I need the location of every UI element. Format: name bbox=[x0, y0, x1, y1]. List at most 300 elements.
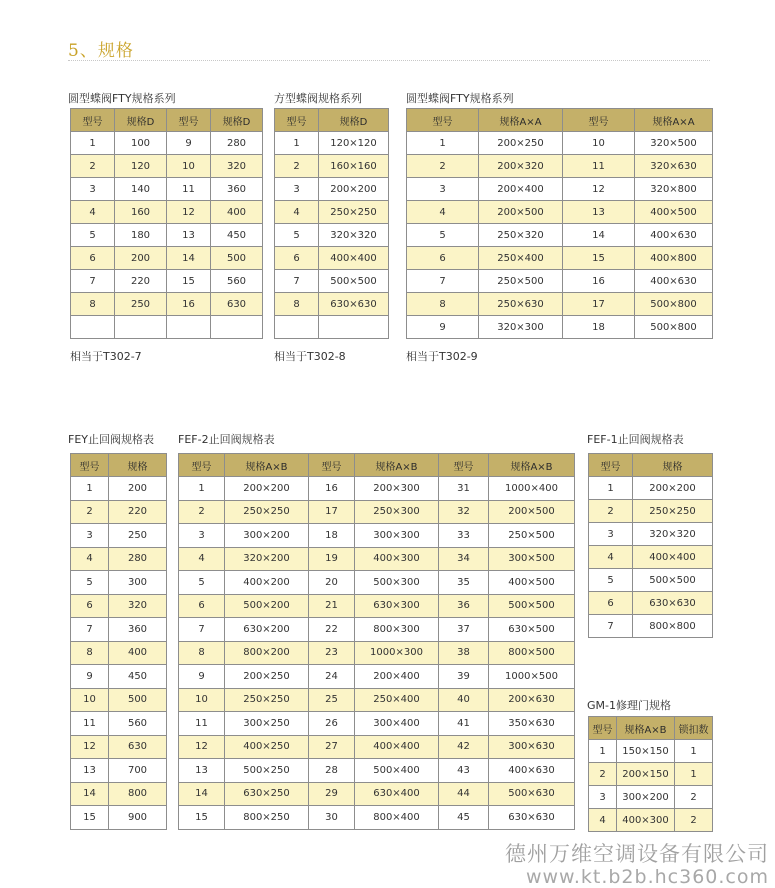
table-cell: 200 bbox=[115, 247, 167, 270]
table-cell: 6 bbox=[275, 247, 319, 270]
column-header: 规格D bbox=[211, 109, 263, 132]
table-cell: 18 bbox=[309, 524, 355, 548]
column-header: 规格A×A bbox=[479, 109, 563, 132]
table-cell: 31 bbox=[439, 477, 489, 501]
table-gm1-repair-door bbox=[588, 716, 713, 832]
table3-note: 相当于T302-9 bbox=[406, 350, 478, 363]
table-cell: 400×500 bbox=[635, 201, 713, 224]
column-header: 规格 bbox=[109, 454, 167, 477]
column-header: 规格A×A bbox=[635, 109, 713, 132]
table-row bbox=[179, 641, 575, 665]
table-cell: 320×320 bbox=[633, 523, 713, 546]
table-cell: 9 bbox=[179, 665, 225, 689]
section-title: 5、规格 bbox=[68, 41, 134, 61]
table-row bbox=[407, 247, 713, 270]
table-row bbox=[71, 316, 263, 339]
table-row bbox=[71, 712, 167, 736]
table-cell: 630×250 bbox=[225, 782, 309, 806]
table-row bbox=[589, 569, 713, 592]
table-cell: 400×500 bbox=[489, 571, 575, 595]
table-cell: 15 bbox=[167, 270, 211, 293]
table-cell: 15 bbox=[179, 806, 225, 830]
table-cell: 22 bbox=[309, 618, 355, 642]
table-row bbox=[275, 293, 389, 316]
table-cell: 4 bbox=[589, 546, 633, 569]
table-cell: 33 bbox=[439, 524, 489, 548]
table-cell: 16 bbox=[563, 270, 635, 293]
table-cell: 5 bbox=[275, 224, 319, 247]
table-cell: 300×200 bbox=[617, 786, 675, 809]
watermark-url: www.kt.b2b.hc360.com bbox=[525, 866, 769, 888]
table-cell: 4 bbox=[275, 201, 319, 224]
table-cell: 250×630 bbox=[479, 293, 563, 316]
table-cell: 300×300 bbox=[355, 524, 439, 548]
table-cell: 36 bbox=[439, 594, 489, 618]
table-row bbox=[275, 247, 389, 270]
table-cell: 39 bbox=[439, 665, 489, 689]
table-cell: 700 bbox=[109, 759, 167, 783]
table-row bbox=[407, 155, 713, 178]
table-row bbox=[589, 763, 713, 786]
table-cell: 350×630 bbox=[489, 712, 575, 736]
table-cell: 200×630 bbox=[489, 688, 575, 712]
table-row bbox=[589, 615, 713, 638]
table-cell: 5 bbox=[179, 571, 225, 595]
column-header: 型号 bbox=[275, 109, 319, 132]
table-cell: 400×630 bbox=[635, 224, 713, 247]
table-cell: 27 bbox=[309, 735, 355, 759]
table-cell: 250 bbox=[109, 524, 167, 548]
column-header: 规格D bbox=[319, 109, 389, 132]
table-cell: 200×200 bbox=[319, 178, 389, 201]
table-cell: 45 bbox=[439, 806, 489, 830]
table-cell: 7 bbox=[179, 618, 225, 642]
table-cell: 400×400 bbox=[319, 247, 389, 270]
column-header: 型号 bbox=[71, 454, 109, 477]
table-cell: 2 bbox=[589, 763, 617, 786]
table-row bbox=[589, 786, 713, 809]
table-row bbox=[179, 594, 575, 618]
table-cell: 37 bbox=[439, 618, 489, 642]
table1-caption: 圆型蝶阀FTY规格系列 bbox=[68, 92, 176, 105]
table-cell: 200×400 bbox=[479, 178, 563, 201]
table-fey-check-valve bbox=[70, 453, 167, 830]
table-square-butterfly-valve bbox=[274, 108, 389, 339]
table-cell: 8 bbox=[407, 293, 479, 316]
table-row bbox=[589, 523, 713, 546]
table-cell: 400×250 bbox=[225, 735, 309, 759]
table-cell: 400×630 bbox=[635, 270, 713, 293]
table-cell: 250×400 bbox=[479, 247, 563, 270]
table-row bbox=[71, 224, 263, 247]
table-cell: 21 bbox=[309, 594, 355, 618]
table-cell: 320×300 bbox=[479, 316, 563, 339]
table-cell: 200×250 bbox=[225, 665, 309, 689]
table-row bbox=[407, 293, 713, 316]
table-cell: 1 bbox=[71, 132, 115, 155]
table-cell: 5 bbox=[589, 569, 633, 592]
table-cell: 630 bbox=[109, 735, 167, 759]
table-cell: 320×800 bbox=[635, 178, 713, 201]
table-cell: 13 bbox=[71, 759, 109, 783]
table-row bbox=[179, 759, 575, 783]
table-cell: 40 bbox=[439, 688, 489, 712]
table-cell: 11 bbox=[167, 178, 211, 201]
table-cell: 320×200 bbox=[225, 547, 309, 571]
table-cell: 250×400 bbox=[355, 688, 439, 712]
table-cell: 41 bbox=[439, 712, 489, 736]
table-cell: 10 bbox=[71, 688, 109, 712]
table-cell: 400×400 bbox=[633, 546, 713, 569]
table-cell: 12 bbox=[179, 735, 225, 759]
table-cell: 500×500 bbox=[319, 270, 389, 293]
table-cell: 10 bbox=[563, 132, 635, 155]
table-cell: 300×200 bbox=[225, 524, 309, 548]
table-header-row bbox=[407, 109, 713, 132]
table-header-row bbox=[589, 454, 713, 477]
column-header: 型号 bbox=[439, 454, 489, 477]
table-cell: 35 bbox=[439, 571, 489, 595]
table-cell: 560 bbox=[211, 270, 263, 293]
table-cell: 630×300 bbox=[355, 594, 439, 618]
table-cell: 250×250 bbox=[225, 500, 309, 524]
column-header: 型号 bbox=[589, 454, 633, 477]
table-cell: 11 bbox=[71, 712, 109, 736]
table-cell bbox=[319, 316, 389, 339]
table-row bbox=[179, 665, 575, 689]
table-row bbox=[179, 688, 575, 712]
table-row bbox=[589, 546, 713, 569]
table-row bbox=[179, 618, 575, 642]
table-cell: 6 bbox=[407, 247, 479, 270]
table-rect-butterfly-valve bbox=[406, 108, 713, 339]
table-row bbox=[275, 270, 389, 293]
table-cell: 360 bbox=[109, 618, 167, 642]
table-cell: 200×150 bbox=[617, 763, 675, 786]
table-row bbox=[71, 293, 263, 316]
table-row bbox=[275, 132, 389, 155]
table-row bbox=[407, 132, 713, 155]
table-row bbox=[71, 201, 263, 224]
table-cell: 220 bbox=[115, 270, 167, 293]
column-header: 型号 bbox=[407, 109, 479, 132]
table-cell: 250×500 bbox=[489, 524, 575, 548]
table-cell: 1000×500 bbox=[489, 665, 575, 689]
table-cell: 450 bbox=[211, 224, 263, 247]
table-row bbox=[275, 155, 389, 178]
table-cell: 4 bbox=[407, 201, 479, 224]
column-header: 型号 bbox=[71, 109, 115, 132]
table-cell: 1 bbox=[275, 132, 319, 155]
table-row bbox=[407, 201, 713, 224]
table-cell: 160 bbox=[115, 201, 167, 224]
table-cell: 450 bbox=[109, 665, 167, 689]
table-cell: 23 bbox=[309, 641, 355, 665]
table-cell: 13 bbox=[167, 224, 211, 247]
table-row bbox=[71, 477, 167, 501]
table-cell: 17 bbox=[309, 500, 355, 524]
table-cell: 630×630 bbox=[319, 293, 389, 316]
column-header: 规格A×B bbox=[225, 454, 309, 477]
table-fef1-check-valve bbox=[588, 453, 713, 638]
table-cell: 14 bbox=[71, 782, 109, 806]
table-cell: 800×500 bbox=[489, 641, 575, 665]
table-cell: 28 bbox=[309, 759, 355, 783]
table-cell: 7 bbox=[71, 270, 115, 293]
table-row bbox=[71, 270, 263, 293]
table-cell: 400×300 bbox=[355, 547, 439, 571]
table-row bbox=[179, 571, 575, 595]
table-row bbox=[179, 547, 575, 571]
table-row bbox=[407, 224, 713, 247]
table-cell: 200×320 bbox=[479, 155, 563, 178]
table-row bbox=[71, 247, 263, 270]
table-cell: 800×400 bbox=[355, 806, 439, 830]
table-row bbox=[407, 178, 713, 201]
table5-caption: FEF-2止回阀规格表 bbox=[178, 433, 275, 446]
table-cell: 300×500 bbox=[489, 547, 575, 571]
table-cell: 12 bbox=[167, 201, 211, 224]
table-row bbox=[71, 500, 167, 524]
table-cell: 12 bbox=[563, 178, 635, 201]
table-cell: 320 bbox=[211, 155, 263, 178]
table-row bbox=[589, 592, 713, 615]
table-cell: 1 bbox=[407, 132, 479, 155]
watermark-company: 德州万维空调设备有限公司 bbox=[505, 842, 769, 866]
table-cell: 630×630 bbox=[633, 592, 713, 615]
table-cell: 6 bbox=[71, 247, 115, 270]
table-row bbox=[589, 477, 713, 500]
column-header: 规格A×B bbox=[617, 717, 675, 740]
table-cell: 3 bbox=[71, 524, 109, 548]
table-cell: 200×300 bbox=[355, 477, 439, 501]
table-cell: 1 bbox=[675, 740, 713, 763]
table-cell: 300×250 bbox=[225, 712, 309, 736]
table-row bbox=[71, 618, 167, 642]
table-cell: 320×630 bbox=[635, 155, 713, 178]
table-cell: 400×300 bbox=[617, 809, 675, 832]
section-divider bbox=[68, 60, 710, 61]
column-header: 型号 bbox=[167, 109, 211, 132]
table-cell: 11 bbox=[179, 712, 225, 736]
table-header-row bbox=[179, 454, 575, 477]
table-cell: 560 bbox=[109, 712, 167, 736]
table-fef2-check-valve bbox=[178, 453, 575, 830]
column-header: 型号 bbox=[563, 109, 635, 132]
table-cell: 500 bbox=[109, 688, 167, 712]
table-cell: 9 bbox=[167, 132, 211, 155]
table-cell: 18 bbox=[563, 316, 635, 339]
table-row bbox=[179, 806, 575, 830]
table-cell: 11 bbox=[563, 155, 635, 178]
table-row bbox=[179, 524, 575, 548]
table-cell: 20 bbox=[309, 571, 355, 595]
table-cell: 4 bbox=[179, 547, 225, 571]
table2-caption: 方型蝶阀规格系列 bbox=[274, 92, 362, 105]
column-header: 规格A×B bbox=[489, 454, 575, 477]
table-row bbox=[71, 782, 167, 806]
table-cell: 500×400 bbox=[355, 759, 439, 783]
table-cell: 300×630 bbox=[489, 735, 575, 759]
table-cell: 4 bbox=[589, 809, 617, 832]
table-cell: 3 bbox=[71, 178, 115, 201]
table-cell: 500×630 bbox=[489, 782, 575, 806]
column-header: 规格A×B bbox=[355, 454, 439, 477]
table-cell: 800×200 bbox=[225, 641, 309, 665]
table-cell: 3 bbox=[407, 178, 479, 201]
table-cell: 3 bbox=[275, 178, 319, 201]
table-row bbox=[71, 547, 167, 571]
table-row bbox=[71, 571, 167, 595]
table-cell: 2 bbox=[675, 809, 713, 832]
table-row bbox=[71, 594, 167, 618]
table4-caption: FEY止回阀规格表 bbox=[68, 433, 154, 446]
table-cell bbox=[275, 316, 319, 339]
table-row bbox=[589, 500, 713, 523]
table-cell: 8 bbox=[275, 293, 319, 316]
table-cell: 250×300 bbox=[355, 500, 439, 524]
table-cell: 19 bbox=[309, 547, 355, 571]
table-row bbox=[71, 665, 167, 689]
table-cell: 7 bbox=[71, 618, 109, 642]
table-cell: 6 bbox=[589, 592, 633, 615]
table-cell: 200 bbox=[109, 477, 167, 501]
table-cell: 8 bbox=[71, 641, 109, 665]
table-cell: 4 bbox=[71, 547, 109, 571]
table-cell bbox=[115, 316, 167, 339]
table-cell: 400×800 bbox=[635, 247, 713, 270]
table-cell: 1000×400 bbox=[489, 477, 575, 501]
table-cell: 200×500 bbox=[479, 201, 563, 224]
column-header: 型号 bbox=[309, 454, 355, 477]
table-cell: 400×200 bbox=[225, 571, 309, 595]
table-row bbox=[71, 806, 167, 830]
table7-caption: GM-1修理门规格 bbox=[587, 699, 671, 712]
table-row bbox=[275, 316, 389, 339]
table-cell: 44 bbox=[439, 782, 489, 806]
table-cell: 2 bbox=[71, 155, 115, 178]
table1-note: 相当于T302-7 bbox=[70, 350, 142, 363]
table-row bbox=[71, 178, 263, 201]
table-cell: 17 bbox=[563, 293, 635, 316]
table-cell: 500×800 bbox=[635, 293, 713, 316]
table-cell: 7 bbox=[275, 270, 319, 293]
table-cell: 500×300 bbox=[355, 571, 439, 595]
table-cell: 2 bbox=[589, 500, 633, 523]
table-cell: 250×320 bbox=[479, 224, 563, 247]
table-cell: 500×250 bbox=[225, 759, 309, 783]
table-header-row bbox=[589, 717, 713, 740]
table-cell: 32 bbox=[439, 500, 489, 524]
table-cell: 200×200 bbox=[225, 477, 309, 501]
table-row bbox=[407, 316, 713, 339]
column-header: 规格 bbox=[633, 454, 713, 477]
table-row bbox=[71, 688, 167, 712]
table-cell: 630 bbox=[211, 293, 263, 316]
table-header-row bbox=[71, 109, 263, 132]
table-cell: 200×500 bbox=[489, 500, 575, 524]
table-row bbox=[179, 782, 575, 806]
table-cell: 400 bbox=[211, 201, 263, 224]
table-cell: 1 bbox=[589, 477, 633, 500]
table-cell: 8 bbox=[179, 641, 225, 665]
table-cell: 500×200 bbox=[225, 594, 309, 618]
table-cell: 14 bbox=[167, 247, 211, 270]
table-cell: 3 bbox=[589, 786, 617, 809]
table2-note: 相当于T302-8 bbox=[274, 350, 346, 363]
table-round-butterfly-valve bbox=[70, 108, 263, 339]
table-row bbox=[179, 712, 575, 736]
table-cell: 10 bbox=[179, 688, 225, 712]
table-cell: 16 bbox=[167, 293, 211, 316]
table-header-row bbox=[71, 454, 167, 477]
table-cell: 200×400 bbox=[355, 665, 439, 689]
table-cell: 9 bbox=[71, 665, 109, 689]
table-cell: 15 bbox=[71, 806, 109, 830]
table-cell: 250×250 bbox=[319, 201, 389, 224]
table-cell: 630×200 bbox=[225, 618, 309, 642]
table-row bbox=[275, 178, 389, 201]
table-row bbox=[275, 201, 389, 224]
table-cell: 12 bbox=[71, 735, 109, 759]
table-cell: 2 bbox=[275, 155, 319, 178]
table-cell bbox=[211, 316, 263, 339]
table-cell: 10 bbox=[167, 155, 211, 178]
table-cell: 2 bbox=[71, 500, 109, 524]
table-cell: 3 bbox=[589, 523, 633, 546]
table-header-row bbox=[275, 109, 389, 132]
table-cell: 150×150 bbox=[617, 740, 675, 763]
table-row bbox=[589, 740, 713, 763]
table-cell: 300 bbox=[109, 571, 167, 595]
table-cell: 630×630 bbox=[489, 806, 575, 830]
table-cell: 280 bbox=[211, 132, 263, 155]
table-cell: 140 bbox=[115, 178, 167, 201]
table-cell: 800×250 bbox=[225, 806, 309, 830]
table-cell: 2 bbox=[407, 155, 479, 178]
table-cell: 400 bbox=[109, 641, 167, 665]
table-cell: 250×250 bbox=[225, 688, 309, 712]
table-cell bbox=[167, 316, 211, 339]
table3-caption: 圆型蝶阀FTY规格系列 bbox=[406, 92, 514, 105]
table-cell: 200×250 bbox=[479, 132, 563, 155]
watermark bbox=[505, 838, 769, 888]
table-cell: 630×400 bbox=[355, 782, 439, 806]
table-cell: 250×500 bbox=[479, 270, 563, 293]
table-row bbox=[71, 524, 167, 548]
table-cell: 360 bbox=[211, 178, 263, 201]
table-cell: 1 bbox=[675, 763, 713, 786]
table-cell: 1 bbox=[71, 477, 109, 501]
table-cell: 16 bbox=[309, 477, 355, 501]
table-cell: 280 bbox=[109, 547, 167, 571]
table-row bbox=[179, 500, 575, 524]
table-cell: 5 bbox=[71, 571, 109, 595]
table-cell: 1 bbox=[179, 477, 225, 501]
table-cell: 38 bbox=[439, 641, 489, 665]
column-header: 型号 bbox=[179, 454, 225, 477]
table-cell: 250 bbox=[115, 293, 167, 316]
table-cell: 900 bbox=[109, 806, 167, 830]
table-cell: 250×250 bbox=[633, 500, 713, 523]
table-cell: 220 bbox=[109, 500, 167, 524]
table-cell: 34 bbox=[439, 547, 489, 571]
table-cell: 14 bbox=[563, 224, 635, 247]
table-cell: 120×120 bbox=[319, 132, 389, 155]
table-row bbox=[179, 735, 575, 759]
table-cell bbox=[71, 316, 115, 339]
table-cell: 500 bbox=[211, 247, 263, 270]
